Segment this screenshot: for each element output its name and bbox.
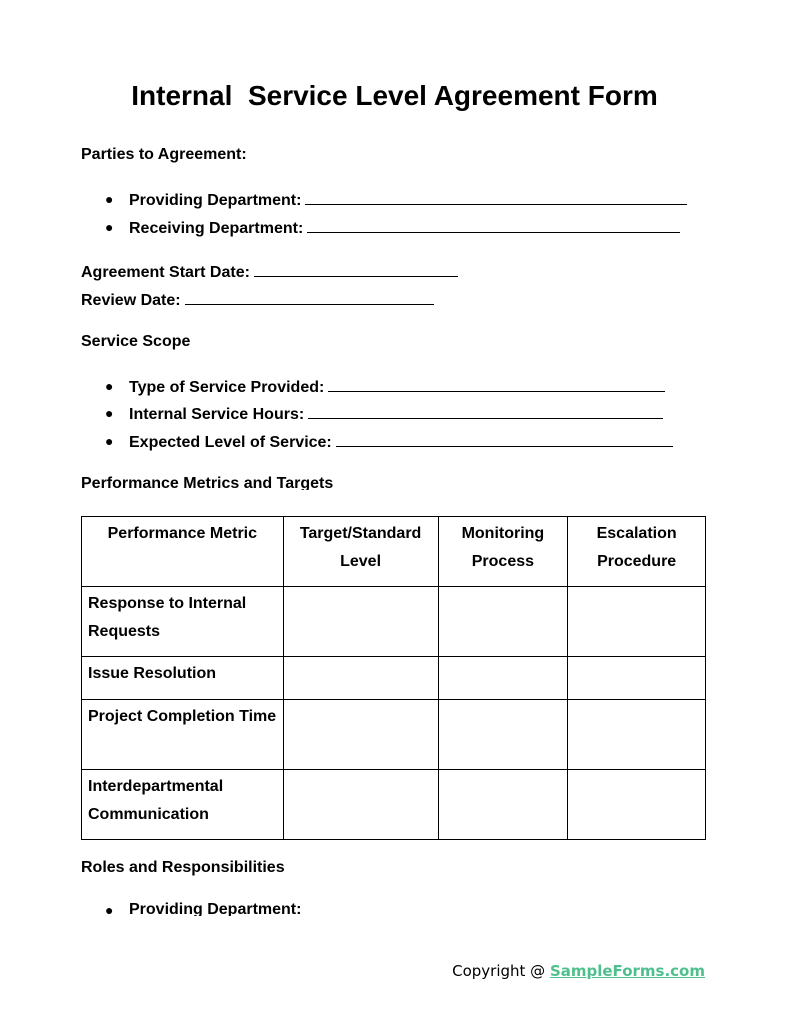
roles-providing-label: Providing Department: xyxy=(129,901,302,916)
field-label: Type of Service Provided: xyxy=(129,379,325,396)
page-title: Internal Service Level Agreement Form xyxy=(131,80,658,111)
roles-heading: Roles and Responsibilities xyxy=(81,859,285,876)
empty-cell[interactable] xyxy=(438,700,568,770)
bullet-icon: ● xyxy=(105,378,114,394)
header-cell: Escalation Procedure xyxy=(568,517,706,587)
header-cell: Target/Standard Level xyxy=(283,517,438,587)
parties-heading: Parties to Agreement: xyxy=(81,146,247,163)
bullet-icon: ● xyxy=(105,219,114,235)
empty-cell[interactable] xyxy=(283,770,438,840)
table-row xyxy=(82,657,706,700)
empty-cell[interactable] xyxy=(568,700,706,770)
bullet-icon: ● xyxy=(105,433,114,449)
table-row xyxy=(82,700,706,770)
service-hours-field xyxy=(129,404,663,424)
field-label: Receiving Department: xyxy=(129,220,304,237)
blank-line[interactable] xyxy=(328,377,665,392)
metric-cell: Project Completion Time xyxy=(82,700,284,770)
metric-cell: Response to Internal Requests xyxy=(82,587,284,657)
empty-cell[interactable] xyxy=(438,770,568,840)
table-header-row xyxy=(82,517,706,587)
sampleforms-link[interactable]: SampleForms.com xyxy=(549,962,705,980)
service-level-field xyxy=(129,432,673,452)
field-label: Expected Level of Service: xyxy=(129,434,332,451)
empty-cell[interactable] xyxy=(438,657,568,700)
table-row xyxy=(82,587,706,657)
bullet-icon: ● xyxy=(105,405,114,421)
providing-department-field xyxy=(129,190,687,210)
bullet-icon: ● xyxy=(105,191,114,207)
empty-cell[interactable] xyxy=(568,587,706,657)
bullet-icon: ● xyxy=(105,902,114,918)
header-cell: Monitoring Process xyxy=(438,517,568,587)
metrics-table xyxy=(81,516,706,840)
metric-cell: Interdepartmental Communication xyxy=(82,770,284,840)
metrics-heading: Performance Metrics and Targets xyxy=(81,475,334,490)
empty-cell[interactable] xyxy=(568,657,706,700)
field-label: Providing Department: xyxy=(129,192,302,209)
empty-cell[interactable] xyxy=(283,657,438,700)
empty-cell[interactable] xyxy=(283,587,438,657)
field-label: Internal Service Hours: xyxy=(129,406,305,423)
blank-line[interactable] xyxy=(307,218,680,233)
blank-line[interactable] xyxy=(185,290,434,305)
table-row xyxy=(82,770,706,840)
blank-line[interactable] xyxy=(254,262,458,277)
receiving-department-field xyxy=(129,218,680,238)
start-date-field xyxy=(81,262,458,282)
copyright-text: Copyright @ xyxy=(452,962,550,980)
empty-cell[interactable] xyxy=(568,770,706,840)
service-type-field xyxy=(129,377,665,397)
blank-line[interactable] xyxy=(336,432,673,447)
empty-cell[interactable] xyxy=(283,700,438,770)
blank-line[interactable] xyxy=(308,404,663,419)
empty-cell[interactable] xyxy=(438,587,568,657)
scope-heading: Service Scope xyxy=(81,333,191,350)
footer xyxy=(452,962,705,980)
field-label: Review Date: xyxy=(81,292,181,309)
blank-line[interactable] xyxy=(305,190,687,205)
metric-cell: Issue Resolution xyxy=(82,657,284,700)
header-cell: Performance Metric xyxy=(82,517,284,587)
review-date-field xyxy=(81,290,434,310)
field-label: Agreement Start Date: xyxy=(81,264,250,281)
